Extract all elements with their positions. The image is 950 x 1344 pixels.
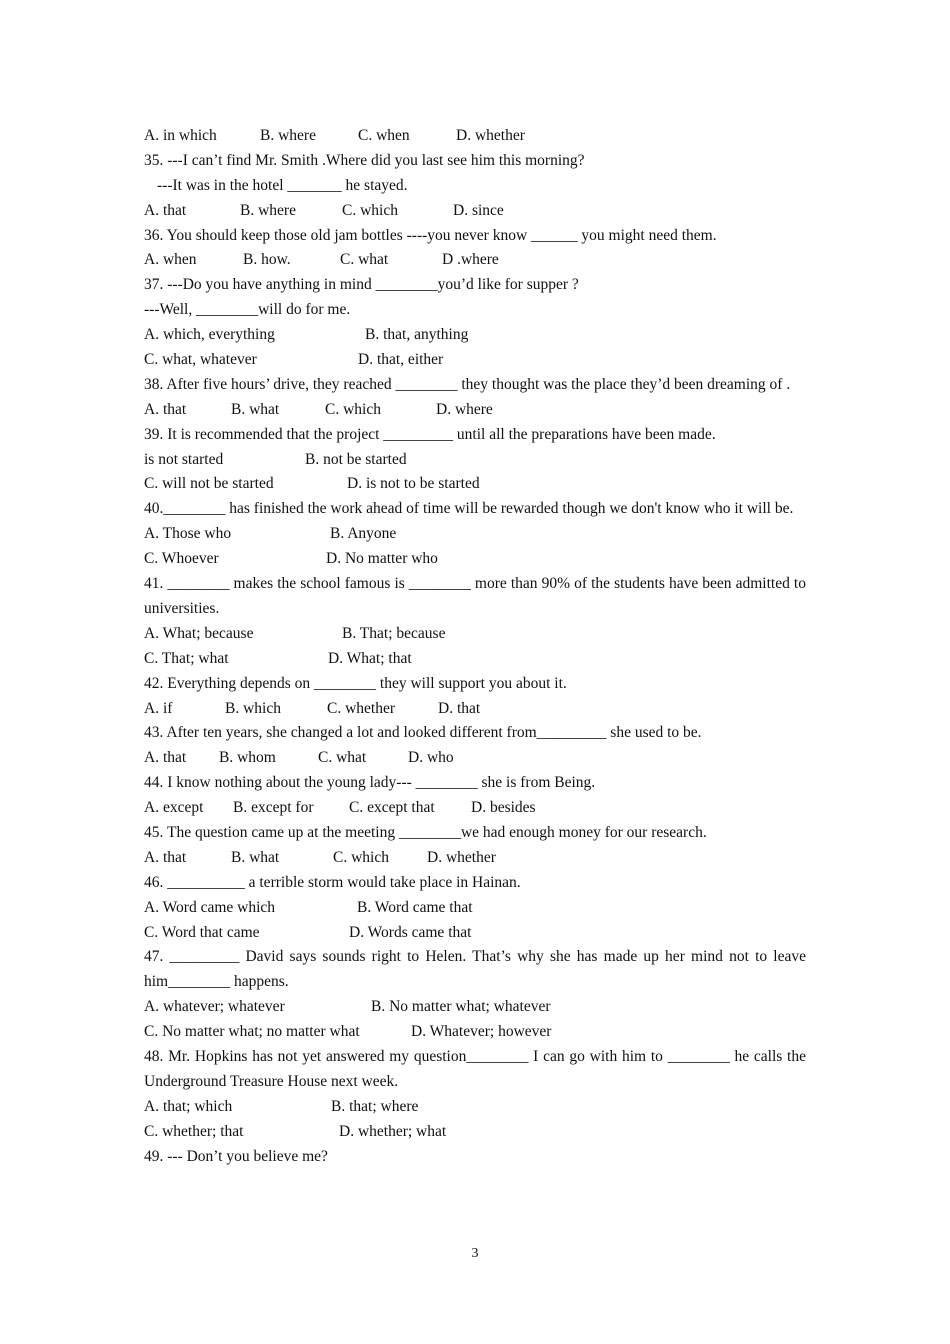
question-46: 46. __________ a terrible storm would take place in Hainan. — [144, 873, 521, 891]
question-37: 37. ---Do you have anything in mind ________you’d like for supper ? — [144, 276, 579, 294]
option-a: A. that — [144, 400, 187, 418]
options-q40-ab — [144, 522, 806, 547]
option-c: C. Word that came — [144, 923, 260, 941]
question-44: 44. I know nothing about the young lady--- ________ she is from Being. — [144, 774, 596, 792]
question-45: 45. The question came up at the meeting ________we had enough money for our research. — [144, 824, 707, 841]
options-q48-ab — [144, 1095, 806, 1120]
option-c: C. whether — [327, 699, 396, 717]
option-b: B. that, anything — [365, 326, 469, 344]
option-a: A. if — [144, 699, 173, 717]
option-a: A. that; which — [144, 1097, 233, 1115]
option-a: A. except — [144, 799, 204, 817]
option-a: A. that — [144, 201, 187, 219]
option-c: C. except that — [349, 799, 435, 817]
option-d: D. whether — [456, 127, 525, 144]
options-q44 — [144, 796, 806, 821]
option-d: D. Whatever; however — [411, 1023, 552, 1041]
option-d: D. What; that — [328, 649, 412, 667]
option-b: B. where — [260, 127, 316, 144]
option-b: B. what — [231, 848, 280, 866]
options-q46-ab — [144, 896, 806, 921]
question-37-reply: ---Well, ________will do for me. — [144, 301, 351, 319]
option-a: A. whatever; whatever — [144, 998, 285, 1016]
option-d: D. whether; what — [339, 1122, 447, 1140]
option-a: A. that — [144, 749, 187, 767]
option-d: D. that, either — [358, 351, 444, 369]
option-c: C. when — [358, 127, 410, 144]
question-38: 38. After five hours’ drive, they reached ________ they thought was the place they’d been dreaming of . — [144, 375, 791, 393]
options-q47-cd — [144, 1020, 806, 1045]
option-b: B. Anyone — [330, 525, 397, 543]
option-b: B. which — [225, 699, 281, 717]
options-q34 — [144, 124, 806, 149]
option-a: A. that — [144, 848, 187, 866]
option-b: B. That; because — [342, 624, 446, 642]
options-q48-cd — [144, 1120, 806, 1145]
option-a: A. in which — [144, 127, 217, 144]
option-c: C. which — [342, 201, 398, 219]
options-q43 — [144, 746, 806, 771]
option-c: C. whether; that — [144, 1122, 244, 1140]
page-number: 3 — [471, 1246, 479, 1261]
option-b: B. that; where — [331, 1097, 419, 1115]
option-a: is not started — [144, 450, 224, 468]
option-a: A. What; because — [144, 624, 254, 642]
options-q37-ab — [144, 323, 806, 348]
options-q47-ab — [144, 995, 806, 1020]
option-b: B. No matter what; whatever — [371, 998, 551, 1016]
option-b: B. where — [240, 201, 296, 219]
options-q41-cd — [144, 647, 806, 672]
option-c: C. what — [340, 251, 389, 269]
question-40: 40.________ has finished the work ahead of time will be rewarded though we don't know who it will be. — [144, 500, 794, 518]
option-d: D .where — [442, 251, 499, 269]
question-list — [144, 124, 806, 1170]
option-c: C. what — [318, 749, 367, 767]
option-d: D. who — [408, 749, 454, 767]
option-b: B. Word came that — [357, 898, 473, 916]
option-d: D. is not to be started — [347, 475, 480, 493]
option-d: D. where — [436, 400, 493, 418]
option-c: C. Whoever — [144, 550, 219, 568]
question-36: 36. You should keep those old jam bottles ----you never know ______ you might need them. — [144, 226, 717, 244]
options-q46-cd — [144, 921, 806, 946]
option-b: B. not be started — [305, 450, 407, 468]
option-d: D. Words came that — [349, 923, 472, 941]
option-b: B. except for — [233, 799, 314, 817]
options-q45 — [144, 846, 806, 871]
option-b: B. what — [231, 400, 280, 418]
options-q42 — [144, 697, 806, 722]
question-48: 48. Mr. Hopkins has not yet answered my question________ I can go with him to ________ he calls the Underground Treasure House next week. — [144, 1048, 806, 1090]
question-42: 42. Everything depends on ________ they will support you about it. — [144, 674, 567, 692]
option-a: A. Word came which — [144, 898, 276, 916]
option-c: C. No matter what; no matter what — [144, 1023, 360, 1041]
options-q40-cd — [144, 547, 806, 572]
option-a: A. which, everything — [144, 326, 275, 344]
options-q38 — [144, 398, 806, 423]
option-c: C. will not be started — [144, 475, 274, 493]
option-c: C. which — [325, 400, 381, 418]
question-47: 47. _________ David says sounds right to Helen. That’s why she has made up her mind not to leave him________ happens. — [144, 948, 806, 991]
options-q35 — [144, 199, 806, 224]
option-b: B. how. — [243, 251, 291, 269]
question-43: 43. After ten years, she changed a lot and looked different from_________ she used to be. — [144, 724, 702, 742]
options-q36 — [144, 248, 806, 273]
options-q39-ab — [144, 448, 806, 473]
options-q41-ab — [144, 622, 806, 647]
option-c: C. which — [333, 848, 389, 866]
option-d: D. since — [453, 201, 504, 219]
option-a: A. Those who — [144, 525, 232, 543]
question-35-reply: ---It was in the hotel _______ he stayed. — [157, 176, 408, 194]
question-35: 35. ---I can’t find Mr. Smith .Where did you last see him this morning? — [144, 151, 585, 169]
question-49: 49. --- Don’t you believe me? — [144, 1147, 328, 1165]
option-b: B. whom — [219, 749, 276, 767]
option-d: D. that — [438, 699, 481, 717]
option-c: C. what, whatever — [144, 351, 257, 369]
option-a: A. when — [144, 251, 197, 269]
question-39: 39. It is recommended that the project _________ until all the preparations have been made. — [144, 425, 716, 443]
option-d: D. whether — [427, 848, 496, 866]
question-41: 41. ________ makes the school famous is ________ more than 90% of the students have been admitted to universities. — [144, 575, 806, 617]
options-q37-cd — [144, 348, 806, 373]
option-c: C. That; what — [144, 649, 229, 667]
options-q39-cd — [144, 472, 806, 497]
option-d: D. No matter who — [326, 550, 438, 568]
option-d: D. besides — [471, 799, 536, 817]
